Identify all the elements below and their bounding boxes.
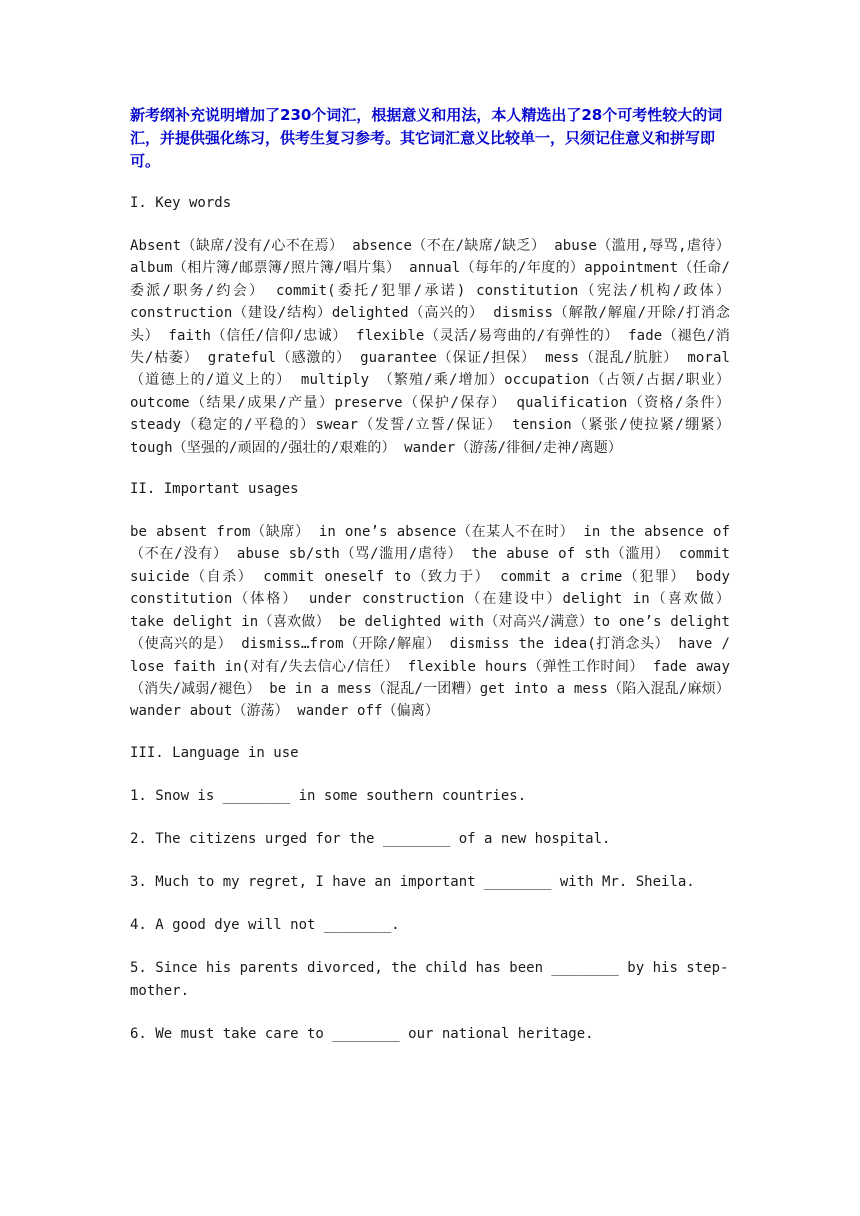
intro-paragraph: 新考纲补充说明增加了230个词汇，根据意义和用法，本人精选出了28个可考性较大的词汇，并提供强化练习，供考生复习参考。其它词汇意义比较单一，只须记住意义和拼写即可。 (130, 106, 723, 170)
document-page (130, 104, 730, 1066)
exercise-item: 4. A good dye will not ________. (130, 916, 400, 933)
exercise-item: 3. Much to my regret, I have an important ________ with Mr. Sheila. (130, 873, 695, 890)
exercise-item: 5. Since his parents divorced, the child has been ________ by his step-mother. (130, 959, 729, 999)
section-heading-language-in-use: III. Language in use (130, 744, 299, 761)
exercise-item: 1. Snow is ________ in some southern countries. (130, 787, 527, 804)
section-heading-important-usages: II. Important usages (130, 481, 299, 498)
key-words-paragraph: Absent（缺席/没有/心不在焉） absence（不在/缺席/缺乏） abuse（滥用,辱骂,虐待）album（相片簿/邮票簿/照片簿/唱片集） annual（每年的/年度的）appointment（任命/委派/职务/约会） commit(委托/犯罪/承诺) constitution（宪法/机构/政体） construction（建设/结构）delighted（高兴的） dismiss（解散/解雇/开除/打消念头） faith（信任/信仰/忠诚） flexible（灵活/易弯曲的/有弹性的） fade（褪色/消失/枯萎） grateful（感激的） guarantee（保证/担保） mess（混乱/肮脏） moral（道德上的/道义上的） multiply （繁殖/乘/增加）occupation（占领/占据/职业） outcome（结果/成果/产量）preserve（保护/保存） qualification（资格/条件） steady（稳定的/平稳的）swear（发誓/立誓/保证） tension（紧张/使拉紧/绷紧） tough（坚强的/顽固的/强壮的/艰难的） wander（游荡/徘徊/走神/离题） (130, 238, 730, 456)
section-heading-key-words: I. Key words (130, 195, 232, 211)
important-usages-paragraph: be absent from（缺席） in one’s absence（在某人不在时） in the absence of （不在/没有） abuse sb/sth（骂/滥用/虐待） the abuse of sth（滥用） commit suicide（自杀） commit oneself to（致力于） commit a crime（犯罪） body constitution（体格） under construction（在建设中）delight in（喜欢做） take delight in（喜欢做） be delighted with（对高兴/满意）to one’s delight（使高兴的是） dismiss…from（开除/解雇） dismiss the idea(打消念头） have / lose faith in(对有/失去信心/信任） flexible hours（弹性工作时间） fade away（消失/减弱/褪色） be in a mess（混乱/一团糟）get into a mess（陷入混乱/麻烦） wander about（游荡） wander off（偏离） (130, 524, 730, 720)
exercise-item: 6. We must take care to ________ our national heritage. (130, 1025, 594, 1042)
exercise-item: 2. The citizens urged for the ________ of a new hospital. (130, 830, 611, 847)
